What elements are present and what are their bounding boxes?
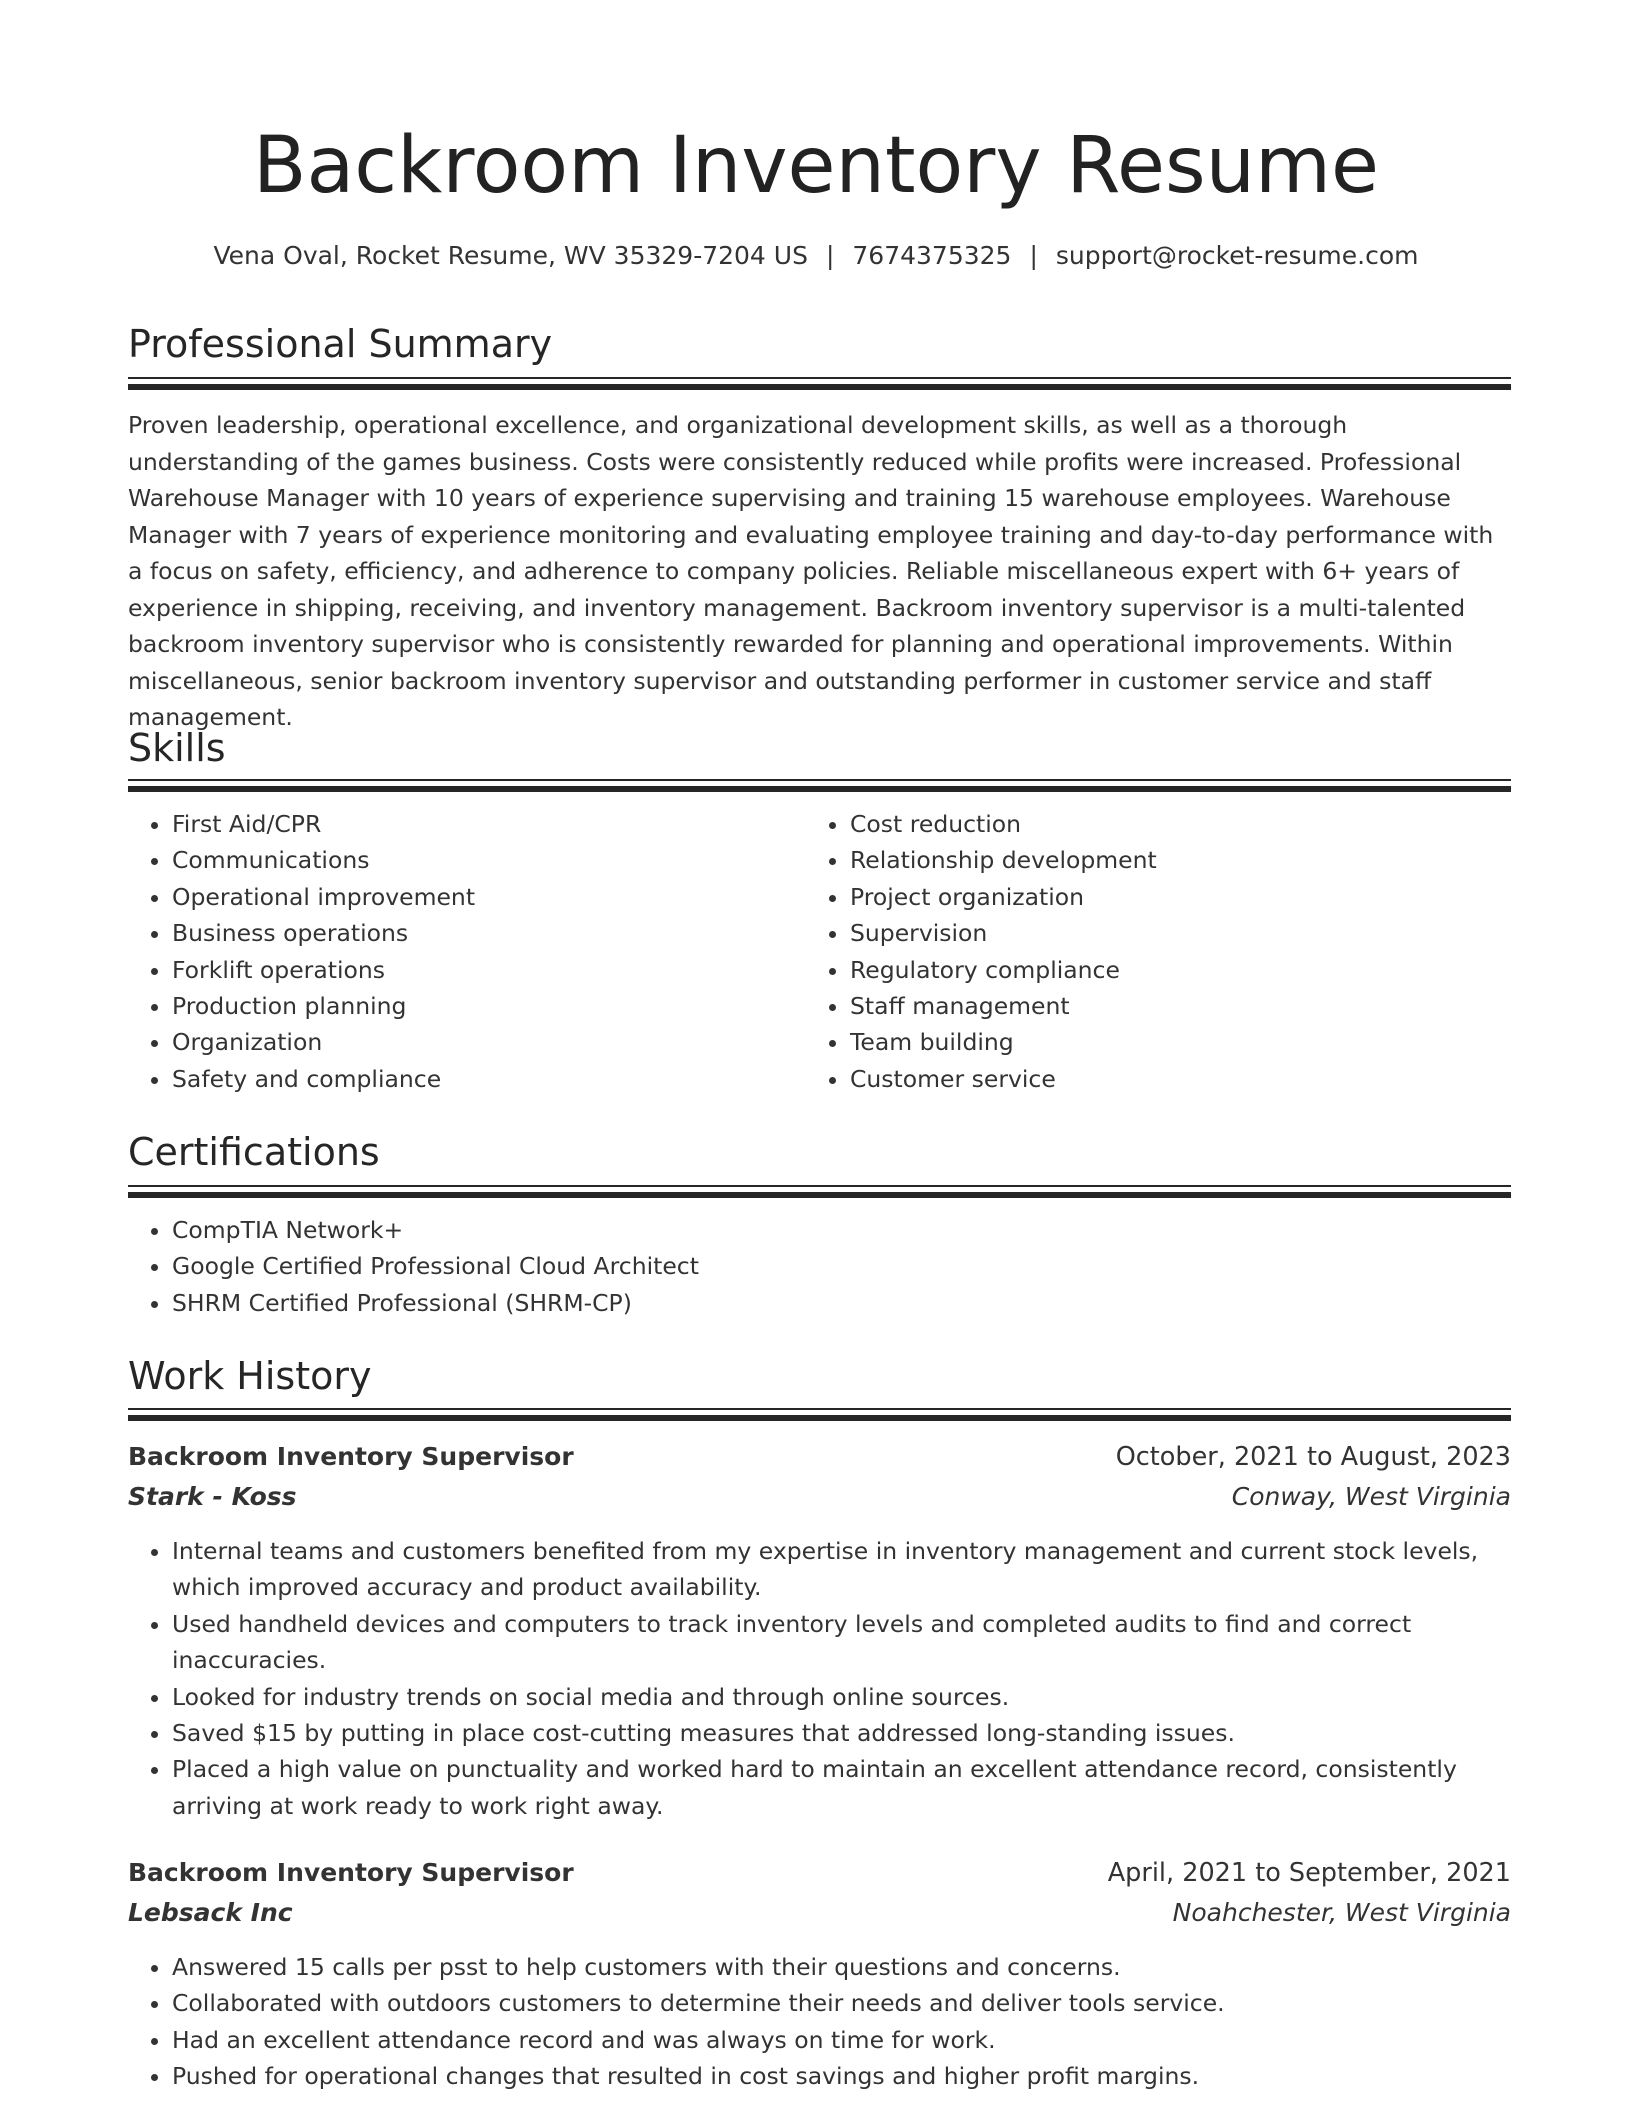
job-header (128, 1853, 1511, 1893)
contact-line (0, 238, 1632, 274)
skills-list-right (806, 806, 1446, 1097)
work-history-heading: Work History (128, 1354, 372, 1398)
job-header (128, 1437, 1511, 1477)
contact-separator: | (825, 241, 835, 270)
summary-heading: Professional Summary (128, 322, 553, 366)
section-divider (128, 1408, 1511, 1421)
skill-item: • Project organization (850, 879, 1446, 915)
job-bullet: • Answered 15 calls per psst to help customers with their questions and concerns. (172, 1949, 1511, 1985)
job-title: Backroom Inventory Supervisor (128, 1442, 574, 1471)
skill-item: • Business operations (172, 915, 768, 951)
contact-address: Vena Oval, Rocket Resume, WV 35329-7204 US (213, 241, 808, 270)
summary-section (128, 318, 1511, 370)
summary-text: Proven leadership, operational excellence, and organizational development skills, as well as a thorough understanding of the games business. Costs were consistently reduced while profits were increased. Professional Warehouse Manager with 10 years of experience supervising and training 15 warehouse employees. Warehouse Manager with 7 years of experience monitoring and evaluating employee training and day-to-day performance with a focus on safety, efficiency, and adherence to company policies. Reliable miscellaneous expert with 6+ years of experience in shipping, receiving, and inventory management. Backroom inventory supervisor is a multi-talented backroom inventory supervisor who is consistently rewarded for planning and operational improvements. Within miscellaneous, senior backroom inventory supervisor and outstanding performer in customer service and staff management. (128, 411, 1494, 731)
job-company: Stark - Koss (128, 1482, 297, 1511)
certification-item: • SHRM Certified Professional (SHRM-CP) (172, 1285, 1511, 1321)
skill-item: • Forklift operations (172, 952, 768, 988)
skill-item: • Production planning (172, 988, 768, 1024)
skill-item: • Communications (172, 842, 768, 878)
contact-email: support@rocket-resume.com (1055, 241, 1419, 270)
skill-item: • Organization (172, 1024, 768, 1060)
skills-heading: Skills (128, 726, 226, 770)
job-bullet: • Had an excellent attendance record and was always on time for work. (172, 2022, 1511, 2058)
job-bullet: • Used handheld devices and computers to track inventory levels and completed audits to find and correct inaccuracies. (172, 1606, 1511, 1679)
job-entry (128, 1437, 1511, 1517)
certifications-list (128, 1212, 1511, 1321)
job-bullet: • Internal teams and customers benefited from my expertise in inventory management and current stock levels, which improved accuracy and product availability. (172, 1533, 1511, 1606)
skill-item: • Staff management (850, 988, 1446, 1024)
job-location: Noahchester, West Virginia (1172, 1898, 1511, 1927)
contact-separator: | (1029, 241, 1038, 270)
job-bullet: • Collaborated with outdoors customers to determine their needs and deliver tools service. (172, 1985, 1511, 2021)
certifications-section (128, 1126, 1511, 1178)
job-bullet: • Placed a high value on punctuality and worked hard to maintain an excellent attendance record, consistently arriving at work ready to work right away. (172, 1751, 1511, 1824)
contact-phone: 7674375325 (852, 241, 1012, 270)
skills-list-left (128, 806, 768, 1097)
section-divider (128, 1185, 1511, 1198)
skill-item: • Regulatory compliance (850, 952, 1446, 988)
job-bullet: • Saved $15 by putting in place cost-cutting measures that addressed long-standing issues. (172, 1715, 1511, 1751)
job-dates: October, 2021 to August, 2023 (1115, 1442, 1511, 1472)
job-dates: April, 2021 to September, 2021 (1107, 1858, 1511, 1888)
job-title: Backroom Inventory Supervisor (128, 1858, 574, 1887)
work-history-rule (128, 1408, 1511, 1421)
job-entry (128, 1853, 1511, 1933)
certifications-rule (128, 1185, 1511, 1198)
certification-item: • CompTIA Network+ (172, 1212, 1511, 1248)
skill-item: • Customer service (850, 1061, 1446, 1097)
skills-rule (128, 779, 1511, 792)
skill-item: • Team building (850, 1024, 1446, 1060)
section-divider (128, 377, 1511, 390)
skill-item: • First Aid/CPR (172, 806, 768, 842)
work-history-section (128, 1350, 1511, 1402)
skill-item: • Operational improvement (172, 879, 768, 915)
job-subheader (128, 1477, 1511, 1517)
job-bullet: • Pushed for operational changes that resulted in cost savings and higher profit margins. (172, 2058, 1511, 2094)
section-divider (128, 779, 1511, 792)
certification-item: • Google Certified Professional Cloud Architect (172, 1248, 1511, 1284)
job-location: Conway, West Virginia (1231, 1482, 1511, 1511)
job-bullets (128, 1533, 1511, 1824)
skill-item: • Safety and compliance (172, 1061, 768, 1097)
skill-item: • Supervision (850, 915, 1446, 951)
certifications-heading: Certifications (128, 1130, 380, 1174)
resume-title: Backroom Inventory Resume (252, 121, 1379, 211)
job-company: Lebsack Inc (128, 1898, 293, 1927)
skills-section (128, 722, 1511, 774)
skill-item: • Cost reduction (850, 806, 1446, 842)
skill-item: • Relationship development (850, 842, 1446, 878)
job-bullets (128, 1949, 1511, 2095)
job-subheader (128, 1893, 1511, 1933)
job-bullet: • Looked for industry trends on social media and through online sources. (172, 1679, 1511, 1715)
summary-rule (128, 377, 1511, 390)
